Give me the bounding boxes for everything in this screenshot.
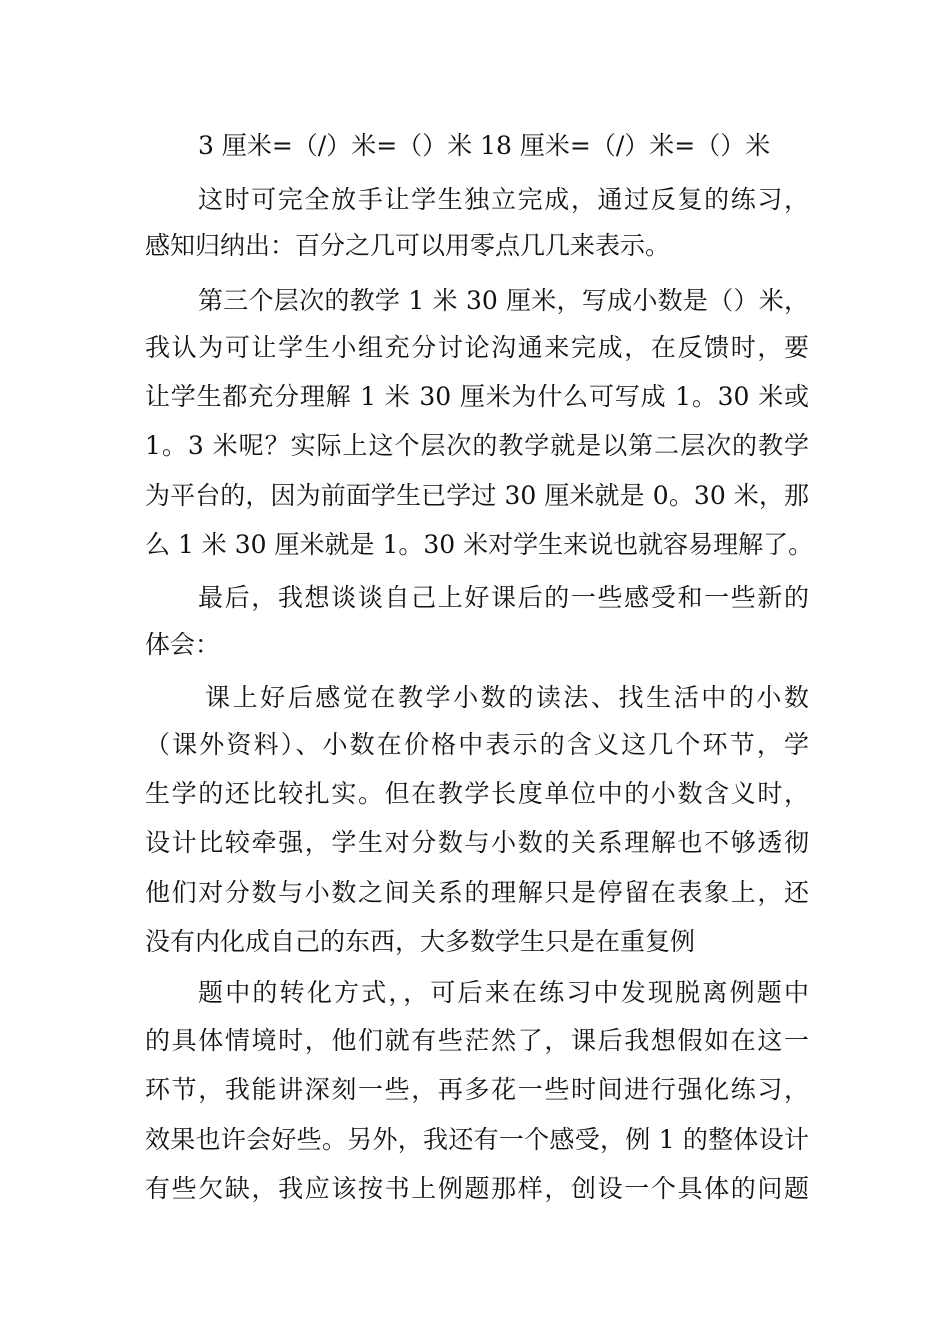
text-line-3: 感知归纳出：百分之几可以用零点几几来表示。: [145, 231, 671, 260]
text-line-6: 让学生都充分理解 1 米 30 厘米为什么可写成 1。30 米或: [145, 382, 809, 411]
text-line-2: 这时可完全放手让学生独立完成，通过反复的练习，: [198, 185, 809, 214]
text-line-5: 我认为可让学生小组充分讨论沟通来完成，在反馈时，要: [145, 333, 809, 362]
text-line-14: 生学的还比较扎实。但在教学长度单位中的小数含义时，: [145, 779, 809, 808]
text-line-20: 环节，我能讲深刻一些，再多花一些时间进行强化练习，: [145, 1075, 809, 1104]
text-line-17: 没有内化成自己的东西，大多数学生只是在重复例: [145, 927, 696, 956]
text-line-9: 么 1 米 30 厘米就是 1。30 米对学生来说也就容易理解了。: [145, 530, 814, 559]
text-line-18: 题中的转化方式，，可后来在练习中发现脱离例题中: [198, 978, 809, 1007]
text-line-1: 3 厘米=（/）米=（）米 18 厘米=（/）米=（）米: [198, 131, 771, 160]
text-line-19: 的具体情境时，他们就有些茫然了，课后我想假如在这一: [145, 1026, 809, 1055]
text-line-10: 最后，我想谈谈自己上好课后的一些感受和一些新的: [198, 583, 809, 612]
text-line-7: 1。3 米呢？实际上这个层次的教学就是以第二层次的教学: [145, 431, 809, 460]
text-line-16: 他们对分数与小数之间关系的理解只是停留在表象上，还: [145, 878, 809, 907]
text-line-12: 课上好后感觉在教学小数的读法、找生活中的小数: [205, 683, 809, 712]
text-line-8: 为平台的，因为前面学生已学过 30 厘米就是 0。30 米，那: [145, 481, 809, 510]
text-line-22: 有些欠缺，我应该按书上例题那样，创设一个具体的问题: [145, 1174, 809, 1203]
text-line-11: 体会：: [145, 630, 221, 659]
text-line-4: 第三个层次的教学 1 米 30 厘米，写成小数是（）米，: [198, 286, 809, 315]
text-line-13: （课外资料）、小数在价格中表示的含义这几个环节，学: [145, 730, 809, 759]
text-line-15: 设计比较牵强，学生对分数与小数的关系理解也不够透彻: [145, 828, 809, 857]
text-line-21: 效果也许会好些。另外，我还有一个感受，例 1 的整体设计: [145, 1125, 809, 1154]
